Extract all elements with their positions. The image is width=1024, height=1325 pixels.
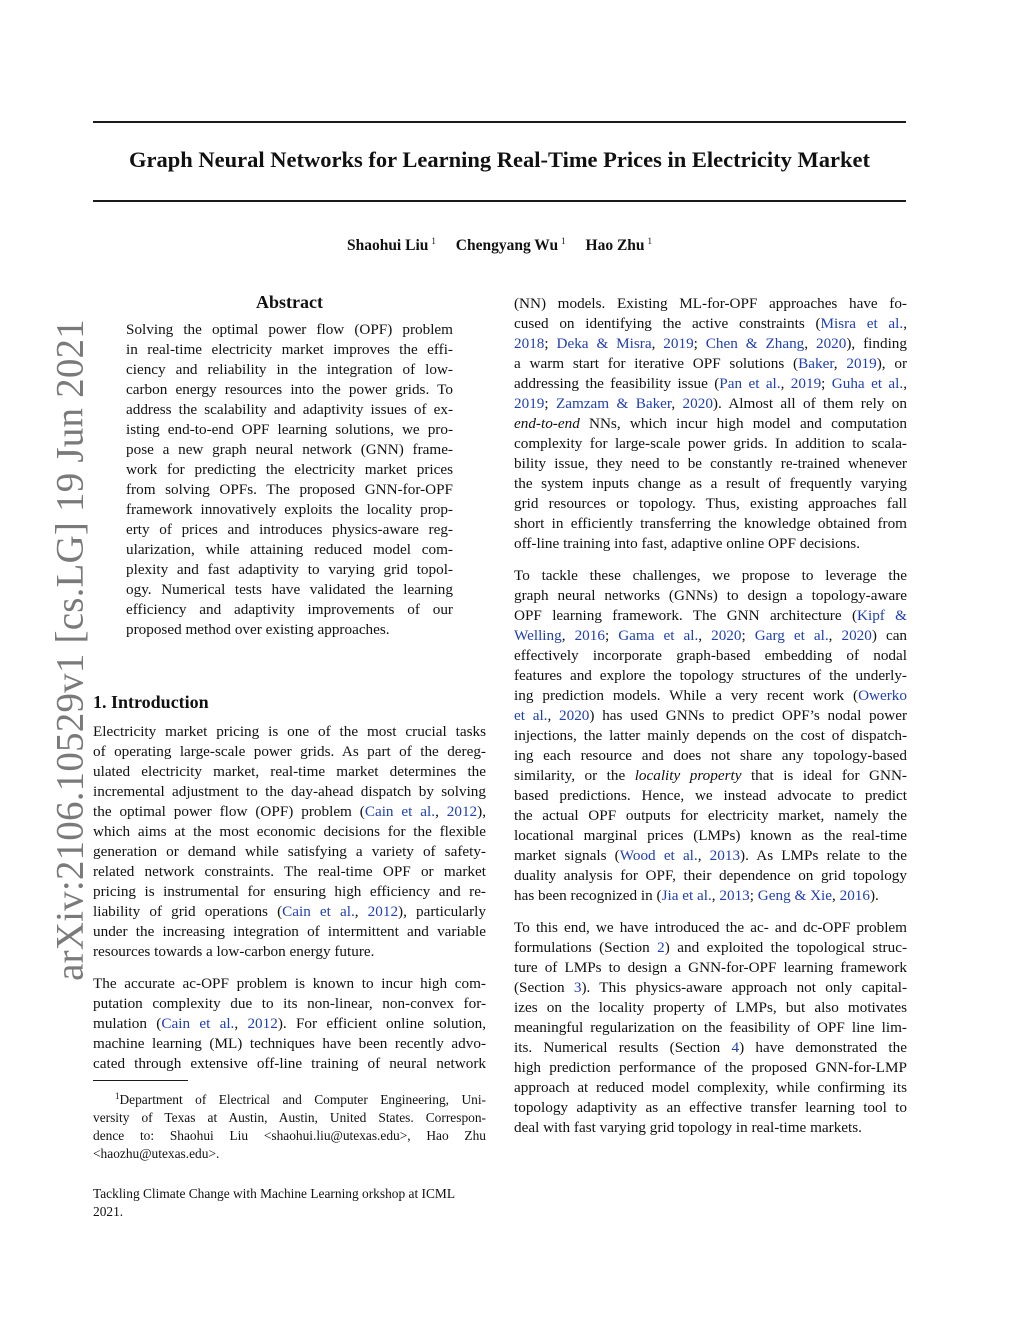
intro-paragraph-3 [514,294,907,554]
citation-year-link[interactable]: 2019 [663,335,694,352]
text-line: grid resources or topology. Thus, existing approaches fall [514,495,907,512]
section-heading-introduction: 1. Introduction [93,692,209,712]
citation-year-link[interactable]: 2020 [815,335,847,352]
intro-paragraph-1 [93,722,486,962]
citation-year-link[interactable]: 2019 [846,355,877,372]
citation-link[interactable]: Zamzam & Baker [555,395,672,412]
text-line: 2018; Deka & Misra, 2019; Chen & Zhang, 2020), finding [514,335,907,352]
section-ref-link[interactable]: 3 [573,979,582,996]
citation-year-link[interactable]: 2012 [367,903,399,920]
paragraph-gap [514,554,907,566]
paper-title: Graph Neural Networks for Learning Real-Time Prices in Electricity Market [129,147,870,172]
text-line: high prediction performance of the proposed GNN-for-LMP [514,1059,907,1076]
text-line: cated through extensive off-line training of neural network [93,1055,486,1072]
citation-year-link[interactable]: 2020 [711,627,742,644]
citation-link[interactable]: Wood et al. [619,847,698,864]
citation-link[interactable]: Geng & Xie [757,887,833,904]
abstract-line: ciency and reliability in the integration of low- [126,361,453,378]
abstract-line: efficiency and adaptivity improvements of our [126,601,453,618]
text-line: 2019; Zamzam & Baker, 2020). Almost all of them rely on [514,395,907,412]
citation-link[interactable]: Garg et al. [754,627,829,644]
abstract-line: erty of prices and introduces physics-aware reg- [126,521,453,538]
text-line: machine learning (ML) techniques have been recently advo- [93,1035,486,1052]
text-line: injections, the latter mainly depends on the cost of dispatch- [514,727,907,744]
abstract-line: framework innovatively exploits the locality prop- [126,501,453,518]
abstract-line: Solving the optimal power flow (OPF) problem [126,321,453,338]
citation-year-link[interactable]: 2018 [514,335,545,352]
author: Shaohui Liu $^1$ [346,236,436,254]
text-line: ing prediction models. While a very recent work (Owerko [514,687,907,704]
citation-link[interactable]: et al. [514,707,548,724]
text-line: ulated electricity market, real-time market determines the [93,763,486,780]
citation-link[interactable]: Deka & Misra [556,335,652,352]
citation-link[interactable]: Cain et al. [161,1015,235,1032]
abstract-line: from solving OPFs. The proposed GNN-for-OPF [126,481,453,498]
text-line: short in efficiently transferring the knowledge obtained from [514,515,907,532]
author: Hao Zhu $^1$ [585,236,653,254]
text-line: end-to-end NNs, which incur high model and computation [514,415,907,432]
citation-link[interactable]: Gama et al. [618,627,699,644]
text-line: Electricity market pricing is one of the most crucial tasks [93,723,486,740]
text-line: duality analysis for OPF, their dependence on grid topology [514,867,907,884]
abstract-line: ularization, while attaining reduced model com- [126,541,453,558]
author-list [93,236,906,255]
citation-year-link[interactable]: 2013 [709,847,741,864]
text-line: similarity, or the locality property that is ideal for GNN- [514,767,907,784]
citation-year-link[interactable]: 2020 [559,707,590,724]
text-line: the system inputs change as a result of frequently varying [514,475,907,492]
intro-paragraph-2 [93,974,486,1074]
citation-year-link[interactable]: 2012 [446,803,478,820]
text-line: approach at reduced model complexity, while confirming its [514,1079,907,1096]
footnote-line: <haozhu@utexas.edu>. [93,1146,220,1161]
abstract-line: work for predicting the electricity market prices [126,461,453,478]
footnote-line: dence to: Shaohui Liu <shaohui.liu@utexas.edu>, Hao Zhu [93,1128,486,1143]
right-column [514,294,907,1138]
text-line: pricing is instrumental for ensuring high efficiency and re- [93,883,486,900]
paragraph-gap [514,906,907,918]
text-line: deal with fast varying grid topology in real-time markets. [514,1119,862,1136]
text-line: topology adaptivity as an effective transfer learning tool to [514,1099,907,1116]
citation-link[interactable]: Misra et al. [820,315,904,332]
author: Chengyang Wu $^1$ [455,236,566,254]
text-line: has been recognized in (Jia et al., 2013; Geng & Xie, 2016). [514,887,879,904]
text-line: of operating large-scale power grids. As part of the dereg- [93,743,486,760]
text-line: a warm start for iterative OPF solutions (Baker, 2019), or [514,355,908,372]
text-line: incremental adjustment to the day-ahead dispatch by solving [93,783,486,800]
citation-year-link[interactable]: 2020 [841,627,872,644]
abstract-line: in real-time electricity market improves the effi- [126,341,453,358]
section-ref-link[interactable]: 4 [731,1039,740,1056]
left-column [93,290,486,1221]
intro-paragraph-4 [514,566,907,906]
abstract-line: plexity and fast adaptivity to varying grid topol- [126,561,453,578]
abstract-heading: Abstract [256,292,323,312]
text-line: formulations (Section 2) and exploited the topological struc- [514,939,908,956]
intro-paragraph-5 [514,918,907,1138]
citation-year-link[interactable]: 2019 [514,395,545,412]
abstract-line: proposed method over existing approaches. [126,621,390,638]
citation-link[interactable]: Cain et al. [364,803,436,820]
abstract-line: isting end-to-end OPF learning solutions, we pro- [126,421,453,438]
text-line: the actual OPF outputs for electricity market, namely the [514,807,907,824]
abstract-line: ogy. Numerical tests have validated the learning [126,581,453,598]
text-line: Welling, 2016; Gama et al., 2020; Garg et al., 2020) can [514,627,908,644]
text-line: To this end, we have introduced the ac- and dc-OPF problem [514,919,907,936]
text-line: mulation (Cain et al., 2012). For efficient online solution, [93,1015,486,1032]
text-line: cused on identifying the active constraints (Misra et al., [514,315,907,332]
section-ref-link[interactable]: 2 [657,939,665,956]
footnote-rule [93,1080,188,1081]
text-line: based predictions. Hence, we instead advocate to predict [514,787,907,804]
text-line: complexity for large-scale power grids. In addition to scala- [514,435,907,452]
text-line: et al., 2020) has used GNNs to predict OPF’s nodal power [514,707,907,724]
arxiv-identifier-stamp: arXiv:2106.10529v1 [cs.LG] 19 Jun 2021 [48,319,92,981]
citation-link[interactable]: Pan et al. [719,375,781,392]
text-line: related network constraints. The real-time OPF or market [93,863,486,880]
text-line: features and explore the topology structures of the underly- [514,667,907,684]
venue-line: Tackling Climate Change with Machine Learning orkshop at ICML [93,1186,456,1201]
citation-link[interactable]: Welling [514,627,562,644]
text-line: bility issue, they need to be constantly re-trained whenever [514,455,907,472]
title-rule-top [93,121,906,123]
text-line: generation or demand while satisfying a variety of safety- [93,843,486,860]
venue-note [93,1185,486,1221]
citation-year-link[interactable]: 2016 [574,627,605,644]
emphasis: end-to-end [514,415,580,432]
affiliation-footnote [93,1087,486,1163]
abstract-line: address the scalability and adaptivity issues of ex- [126,401,453,418]
abstract-line: pose a new graph neural network (GNN) frame- [126,441,453,458]
citation-year-link[interactable]: 2016 [839,887,870,904]
citation-link[interactable]: Kipf & [857,607,908,624]
text-line: (Section 3). This physics-aware approach not only capital- [514,979,908,996]
text-line: addressing the feasibility issue (Pan et al., 2019; Guha et al., [514,375,907,392]
footnote-line: versity of Texas at Austin, Austin, United States. Correspon- [93,1110,486,1125]
text-line: market signals (Wood et al., 2013). As LMPs relate to the [514,847,907,864]
text-line: effectively incorporate graph-based embedding of nodal [514,647,907,664]
text-line: izes on the locality property of LMPs, but also motivates [514,999,907,1016]
footnote-mark: 1 [115,1091,120,1101]
paragraph-gap [93,962,486,974]
citation-link[interactable]: Chen & Zhang [705,335,805,352]
text-line: which aims at the most economic decisions for the flexible [93,823,486,840]
text-line: under the increasing integration of intermittent and variable [93,923,486,940]
text-line: To tackle these challenges, we propose to leverage the [514,567,907,584]
citation-link[interactable]: Owerko [858,687,907,704]
text-line: off-line training into fast, adaptive online OPF decisions. [514,535,861,552]
text-line: meaningful regularization on the feasibility of OPF line lim- [514,1019,907,1036]
citation-year-link[interactable]: 2019 [790,375,822,392]
citation-year-link[interactable]: 2020 [682,395,713,412]
text-line: OPF learning framework. The GNN architecture (Kipf & [514,607,908,624]
abstract-body [126,320,453,640]
text-line: (NN) models. Existing ML-for-OPF approaches have fo- [514,295,907,312]
text-line: the optimal power flow (OPF) problem (Cain et al., 2012), [93,803,486,820]
text-line: The accurate ac-OPF problem is known to incur high com- [93,975,486,992]
text-line: its. Numerical results (Section 4) have demonstrated the [514,1039,907,1056]
text-line: ing each resource and does not share any topology-based [514,747,907,764]
text-line: resources towards a low-carbon energy future. [93,943,375,960]
footnote-line: $^1$Department of Electrical and Computer Engineering, Uni- [115,1091,486,1107]
citation-year-link[interactable]: 2013 [719,887,750,904]
text-line: liability of grid operations (Cain et al., 2012), particularly [93,903,486,920]
citation-link[interactable]: Cain et al. [282,903,355,920]
text-line: locational marginal prices (LMPs) known as the real-time [514,827,907,844]
abstract-line: carbon energy resources into the power grids. To [126,381,453,398]
citation-link[interactable]: Jia et al. [661,887,712,904]
citation-link[interactable]: Baker [798,355,834,372]
text-line: putation complexity due to its non-linear, non-convex for- [93,995,486,1012]
venue-line: 2021. [93,1204,124,1219]
title-rule-bottom [93,200,906,202]
citation-link[interactable]: Guha et al. [831,375,904,392]
citation-year-link[interactable]: 2012 [247,1015,278,1032]
emphasis: locality property [634,767,742,784]
text-line: graph neural networks (GNNs) to design a topology-aware [514,587,907,604]
text-line: ture of LMPs to design a GNN-for-OPF learning framework [514,959,907,976]
